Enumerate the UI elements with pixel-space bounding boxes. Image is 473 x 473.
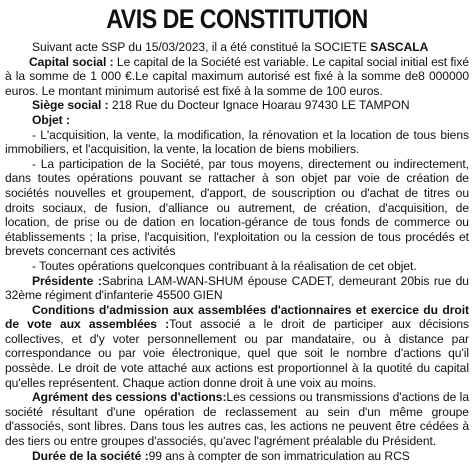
conditions-text: Tout associé a le droit de participer aux décisions collectives, et d'y voter personnellement ou par mandataire, ou à distance par correspondance ou par voie électronique, quel que soit le nombre d'actions qu'il possède. Le droit de vote attaché aux actions est proportionnel à la quotité du capital qu'elles représentent. Chaque action donne droit à une voix au moins. bbox=[5, 317, 469, 390]
objet-label: Objet : bbox=[32, 112, 70, 127]
intro-paragraph bbox=[5, 40, 469, 55]
duree-text: 99 ans à compter de son immatriculation au RCS bbox=[148, 448, 410, 463]
objet-item: - Toutes opérations quelconques contribuant à la réalisation de cet objet. bbox=[32, 258, 417, 273]
presidente-label: Présidente : bbox=[32, 273, 102, 288]
agrement-paragraph bbox=[5, 390, 469, 448]
objet-item: - La participation de la Société, par tous moyens, directement ou indirectement, dans toutes opérations pouvant se rattacher à son objet par voie de création de sociétés nouvelles et groupement, d'apport, de souscription ou d'achat de titres ou droits sociaux, de fusion, d'alliance ou autrement, de création, d'acquisition, de location, de prise ou de dation en location-gérance de tous fonds de commerce ou établissements ; la prise, l'acquisition, l'exploitation ou la cession de tous procédés et brevets concernant ces activités bbox=[5, 156, 469, 259]
legal-notice bbox=[0, 4, 473, 473]
notice-title: AVIS DE CONSTITUTION bbox=[106, 4, 368, 34]
siege-paragraph bbox=[5, 98, 469, 113]
capital-paragraph bbox=[5, 55, 469, 99]
company-name: SASCALA bbox=[370, 40, 429, 54]
duree-paragraph bbox=[5, 449, 469, 464]
agrement-label: Agrément des cessions d'actions: bbox=[32, 390, 227, 405]
conditions-label: Conditions d'admission aux assemblées d'actionnaires et exercice du droit de vote aux assemblées : bbox=[5, 302, 469, 332]
objet-heading bbox=[5, 113, 469, 128]
intro-text: Suivant acte SSP du 15/03/2023, il a été constitué la SOCIETE bbox=[32, 40, 371, 54]
siege-label: Siège social : bbox=[32, 98, 109, 113]
objet-item: - L'acquisition, la vente, la modification, la rénovation et la location de tous biens immobiliers, et l'acquisition, la vente, la location de biens mobiliers. bbox=[5, 127, 469, 157]
agrement-text: Les cessions ou transmissions d'actions de la société résultant d'une opération de reclassement au sein d'un même groupe d'associés, sont libres. Dans tous les autres cas, les actions ne peuvent être cédées à des tiers ou entre groupes d'associés, qu'avec l'agrément préalable du Président. bbox=[5, 390, 469, 449]
capital-text: Le capital de la Société est variable. Le capital social initial est fixé à la somme de 1 000 €.Le capital maximum autorisé est fixé à la somme de8 000000 euros. Le montant minimum autorisé est fixé à la somme de 100 euros. bbox=[5, 54, 469, 98]
capital-label: Capital social : bbox=[29, 54, 114, 69]
duree-label: Durée de la société : bbox=[32, 448, 149, 463]
conditions-paragraph bbox=[5, 303, 469, 391]
presidente-paragraph bbox=[5, 274, 469, 303]
siege-text: 218 Rue du Docteur Ignace Hoarau 97430 LE TAMPON bbox=[108, 98, 410, 113]
presidente-text: Sabrina LAM-WAN-SHUM épouse CADET, demeurant 20bis rue du 32ème régiment d'infanterie 45500 GIEN bbox=[5, 273, 469, 303]
